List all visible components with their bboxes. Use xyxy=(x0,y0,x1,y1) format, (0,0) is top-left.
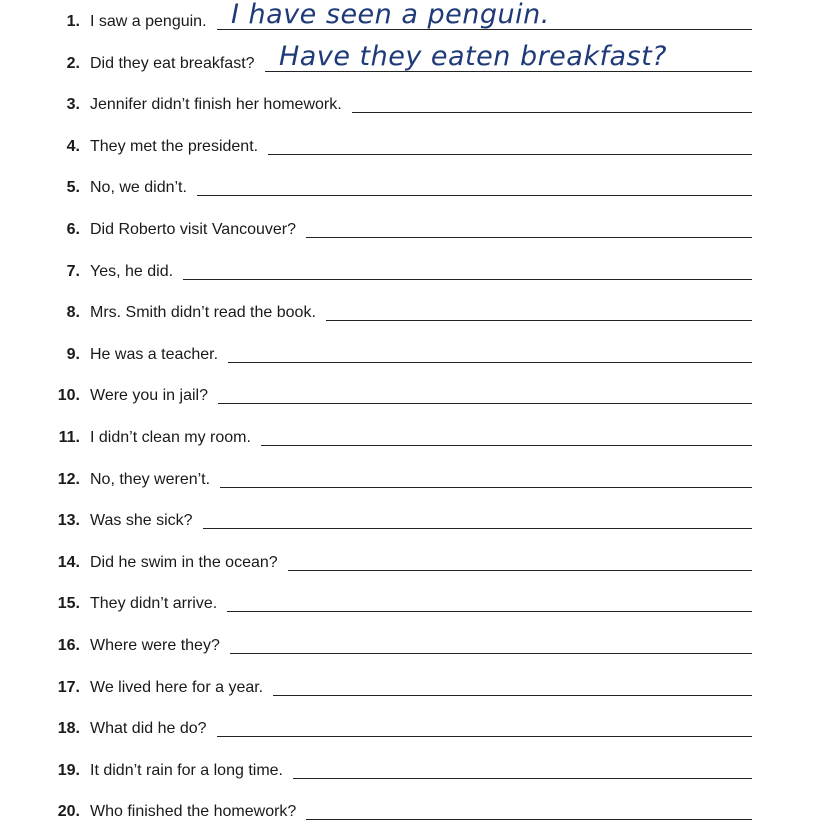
question-prompt: He was a teacher. xyxy=(90,345,219,363)
question-prompt: Did they eat breakfast? xyxy=(90,54,255,72)
question-prompt: Yes, he did. xyxy=(90,262,174,280)
answer-line[interactable] xyxy=(230,653,752,654)
answer-line[interactable] xyxy=(273,695,752,696)
answer-line[interactable] xyxy=(183,279,752,280)
question-number: 14. xyxy=(57,553,80,571)
question-row-9 xyxy=(0,340,824,370)
answer-line[interactable] xyxy=(220,487,752,488)
question-prompt: Did he swim in the ocean? xyxy=(90,553,278,571)
question-number: 17. xyxy=(57,678,80,696)
question-row-3 xyxy=(0,90,824,120)
question-prompt: They didn’t arrive. xyxy=(90,595,218,613)
answer-line[interactable] xyxy=(227,611,752,612)
question-number: 1. xyxy=(66,13,80,30)
answer-line[interactable] xyxy=(326,320,752,321)
question-prompt: No, they weren’t. xyxy=(90,470,211,488)
question-number: 5. xyxy=(66,179,80,197)
answer-line[interactable] xyxy=(218,403,752,404)
question-number: 4. xyxy=(66,137,80,155)
question-row-1 xyxy=(0,0,824,37)
question-number: 8. xyxy=(66,304,80,322)
question-prompt: Did Roberto visit Vancouver? xyxy=(90,221,297,238)
answer-line[interactable] xyxy=(197,195,752,196)
answer-line[interactable] xyxy=(268,154,752,155)
answer-line[interactable] xyxy=(288,570,752,571)
question-number: 3. xyxy=(66,96,80,114)
handwritten-answer: Have they eaten breakfast? xyxy=(279,40,668,72)
question-number: 15. xyxy=(57,595,80,613)
answer-line[interactable] xyxy=(306,819,752,820)
question-prompt: Jennifer didn’t finish her homework. xyxy=(90,96,342,114)
question-row-5 xyxy=(0,173,824,203)
question-prompt: I didn’t clean my room. xyxy=(90,429,251,446)
question-row-16 xyxy=(0,631,824,661)
question-row-6 xyxy=(0,215,824,245)
question-row-7 xyxy=(0,257,824,287)
question-prompt: What did he do? xyxy=(90,720,207,738)
question-prompt: I saw a penguin. xyxy=(90,13,207,30)
answer-line[interactable] xyxy=(352,112,752,113)
answer-line[interactable] xyxy=(228,362,752,363)
question-number: 11. xyxy=(58,429,80,446)
question-number: 13. xyxy=(57,512,80,530)
answer-line[interactable] xyxy=(203,528,752,529)
question-number: 2. xyxy=(66,54,80,72)
question-prompt: Where were they? xyxy=(90,637,220,654)
question-number: 12. xyxy=(57,470,80,488)
question-row-19 xyxy=(0,756,824,786)
question-row-15 xyxy=(0,589,824,619)
question-prompt: Were you in jail? xyxy=(90,387,208,405)
question-row-14 xyxy=(0,548,824,578)
question-row-10 xyxy=(0,381,824,411)
question-row-8 xyxy=(0,298,824,328)
question-row-13 xyxy=(0,506,824,536)
question-prompt: It didn’t rain for a long time. xyxy=(90,761,283,779)
question-prompt: Was she sick? xyxy=(90,512,193,530)
question-number: 6. xyxy=(66,221,80,238)
answer-line[interactable] xyxy=(306,237,752,238)
answer-line[interactable] xyxy=(293,778,752,779)
question-row-12 xyxy=(0,465,824,495)
question-number: 9. xyxy=(66,345,80,363)
question-prompt: We lived here for a year. xyxy=(90,678,264,696)
answer-line[interactable] xyxy=(261,445,752,446)
question-number: 7. xyxy=(66,262,80,280)
question-prompt: No, we didn’t. xyxy=(90,179,187,197)
question-row-17 xyxy=(0,673,824,703)
question-prompt: Who finished the homework? xyxy=(90,803,297,821)
question-row-4 xyxy=(0,132,824,162)
answer-line[interactable] xyxy=(217,736,752,737)
question-number: 18. xyxy=(57,720,80,738)
question-row-11 xyxy=(0,423,824,453)
question-number: 19. xyxy=(57,761,80,779)
question-prompt: They met the president. xyxy=(90,137,259,155)
handwritten-answer: I have seen a penguin. xyxy=(231,0,550,30)
question-number: 10. xyxy=(57,387,80,405)
question-row-18 xyxy=(0,714,824,744)
question-prompt: Mrs. Smith didn’t read the book. xyxy=(90,304,316,322)
question-number: 20. xyxy=(57,803,80,821)
question-row-2 xyxy=(0,40,824,79)
question-number: 16. xyxy=(57,637,80,654)
question-row-20 xyxy=(0,797,824,827)
